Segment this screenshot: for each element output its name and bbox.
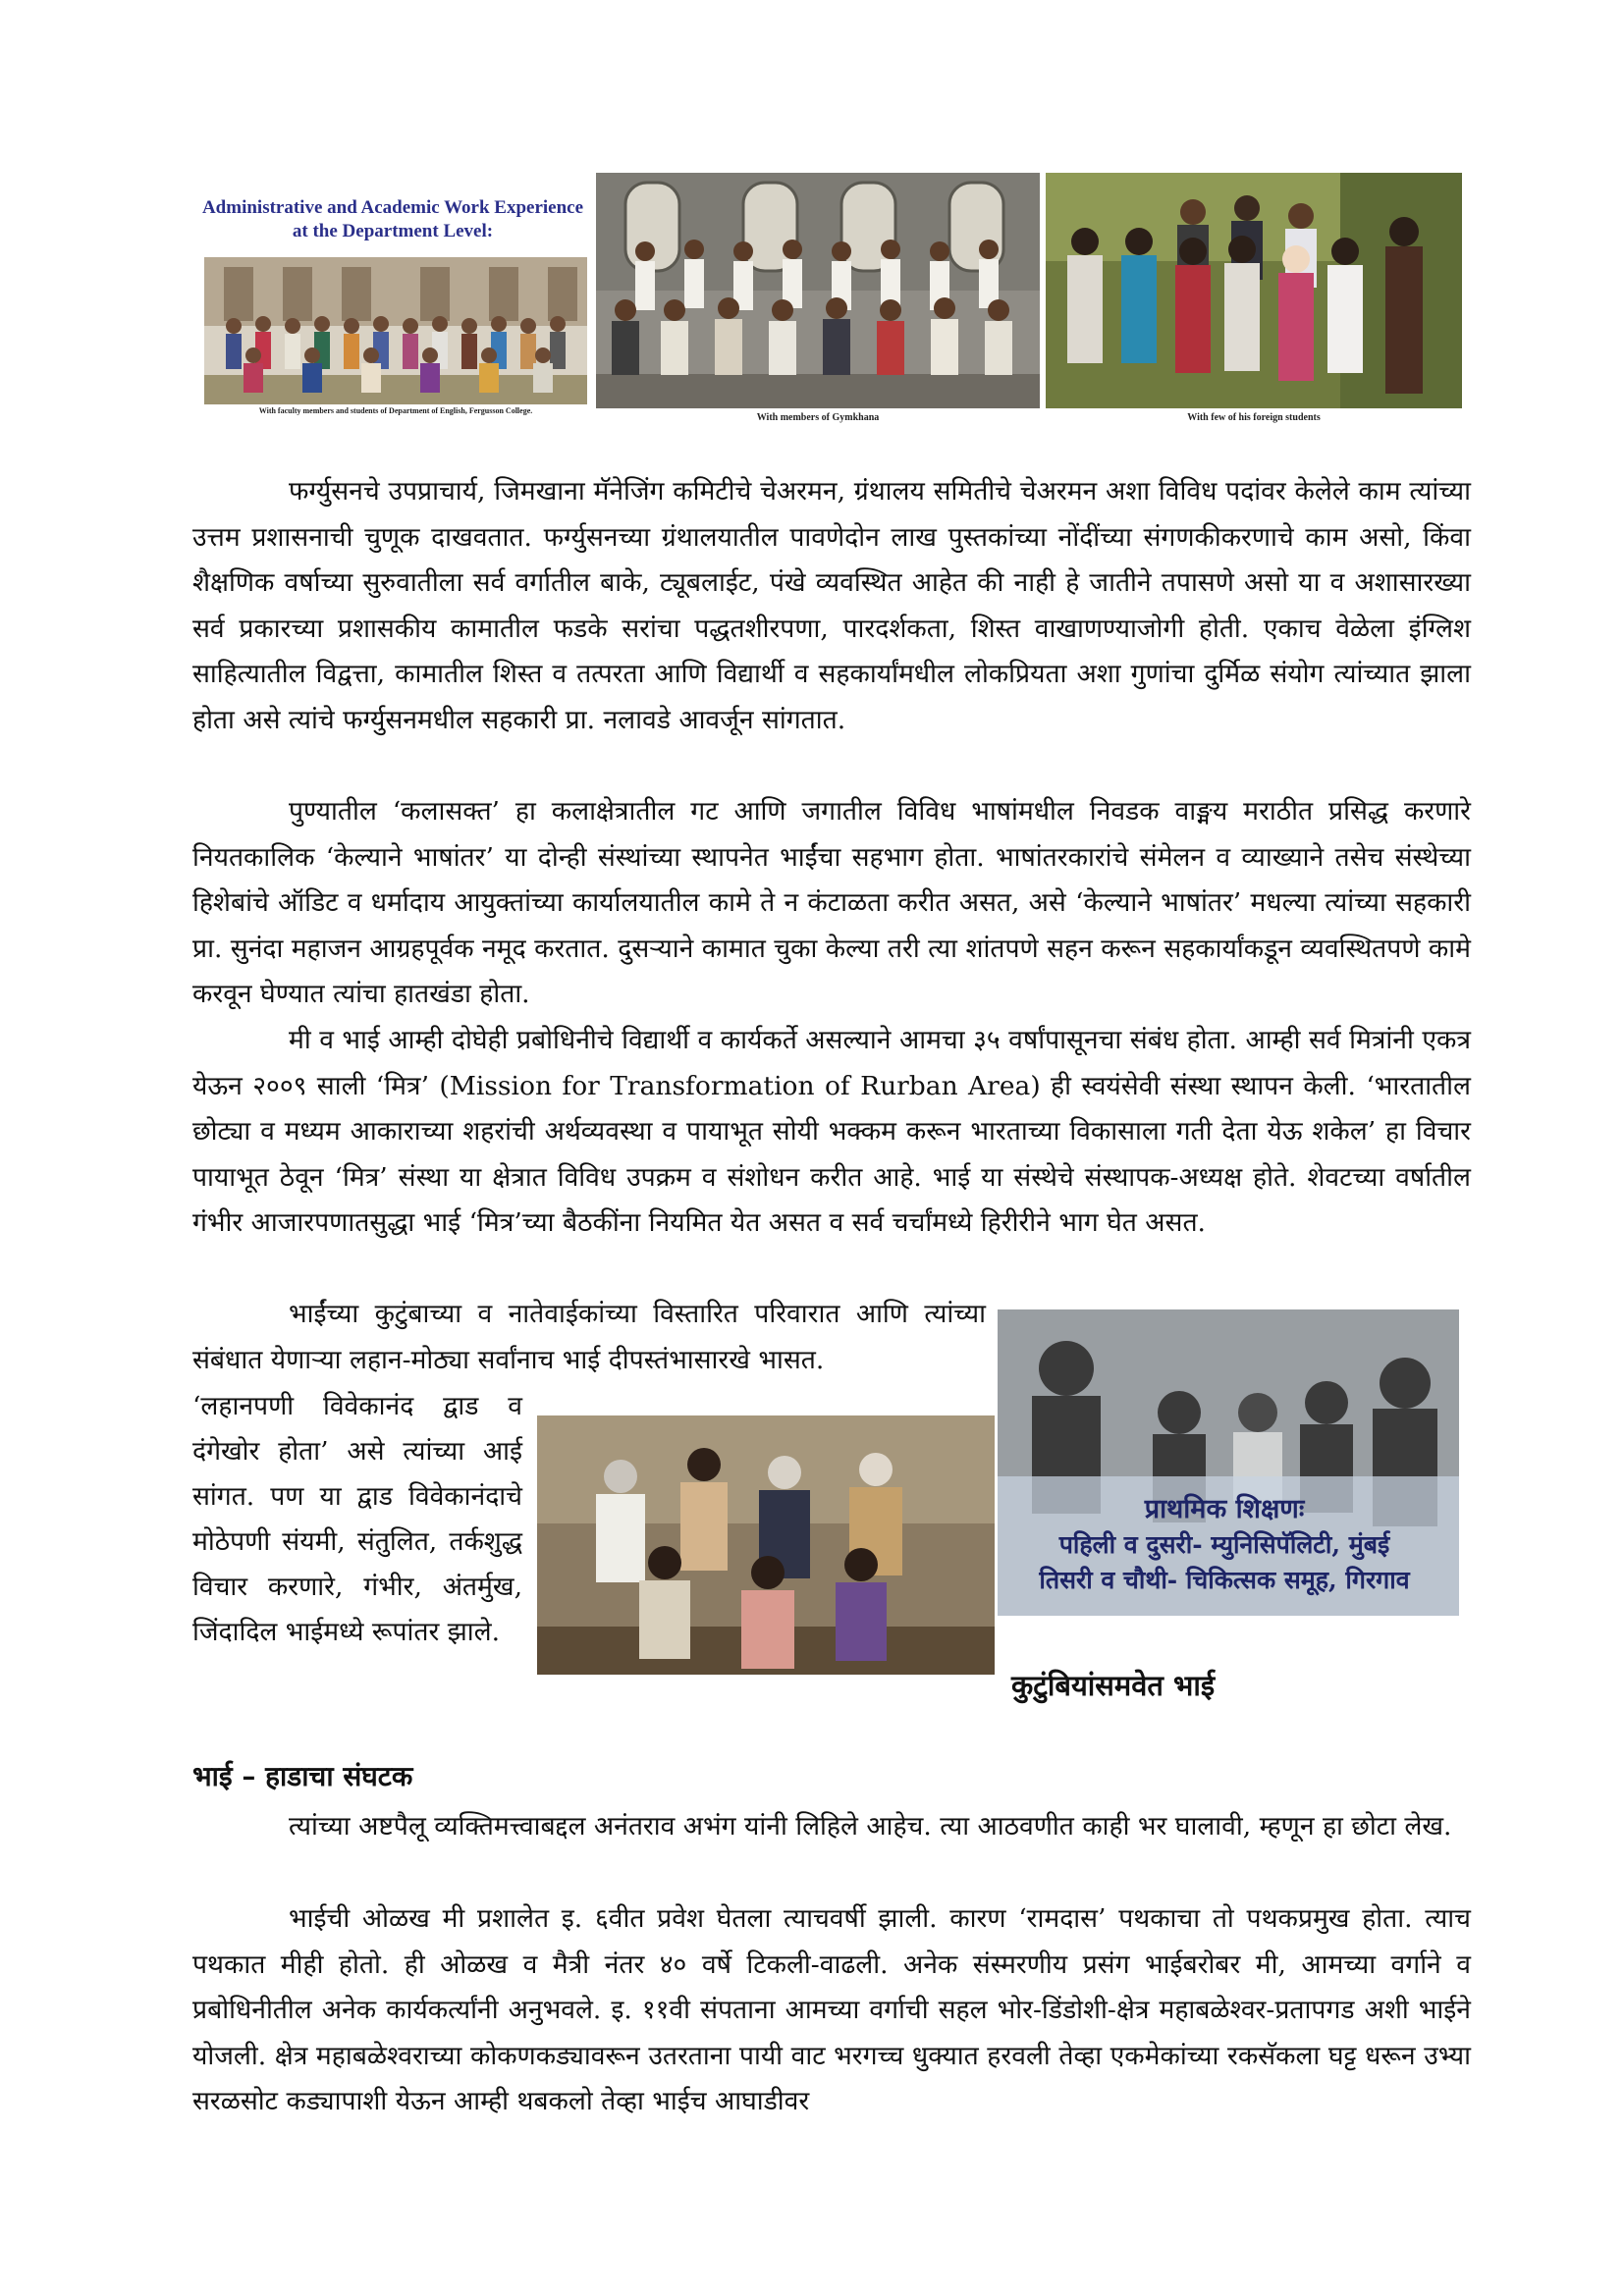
schooling-overlay-line3: तिसरी व चौथी- चिकित्सक समूह, गिरगाव — [1039, 1566, 1410, 1594]
paragraph-acquaintance — [192, 1896, 1471, 2125]
schooling-overlay — [994, 1492, 1455, 1598]
paragraph-family-top — [192, 1292, 986, 1383]
admin-experience-heading: Administrative and Academic Work Experience at the Department Level: — [201, 197, 584, 241]
paragraph-family-top-text: भाईंच्या कुटुंबाच्या व नातेवाईकांच्या विस्तारित परिवारात आणि त्यांच्या संबंधात येणाऱ्या लहान-मोठ्या सर्वांनाच भाई दीपस्तंभासारखे भासत. — [192, 1299, 986, 1375]
paragraph-intro — [192, 1804, 1471, 1850]
foreign-students-photo-caption: With few of his foreign students — [1187, 412, 1321, 423]
paragraph-administration — [192, 469, 1471, 743]
paragraph-family-side — [192, 1384, 522, 1655]
foreign-students-photo — [1046, 173, 1462, 408]
schooling-overlay-line2: पहिली व दुसरी- म्युनिसिपॅलिटी, मुंबई — [1058, 1530, 1390, 1559]
paragraph-mitra — [192, 1018, 1471, 1247]
paragraph-family-side-text: ‘लहानपणी विवेकानंद द्वाड व दंगेखोर होता’ असे त्यांच्या आई सांगत. पण या द्वाड विवेकानंदाचे मोठेपणी संयमी, संतुलित, तर्कशुद्ध विचार करणारे, गंभीर, अंतर्मुख, जिंदादिल भाईमध्ये रूपांतर झाले. — [192, 1391, 522, 1647]
paragraph-intro-text: त्यांच्या अष्टपैलू व्यक्तिमत्त्वाबद्दल अनंतराव अभंग यांनी लिहिले आहेच. त्या आठवणीत काही भर घालावी, म्हणून हा छोटा लेख. — [289, 1811, 1452, 1842]
department-photo-caption: With faculty members and students of Department of English, Fergusson College. — [258, 406, 533, 415]
family-photo-caption: कुटुंबियांसमवेत भाई — [1011, 1669, 1216, 1702]
paragraph-kalasakta-text: पुण्यातील ‘कलासक्त’ हा कलाक्षेत्रातील गट आणि जगातील विविध भाषांमधील निवडक वाङ्मय मराठीत प्रसिद्ध करणारे नियतकालिक ‘केल्याने भाषांतर’ या दोन्ही संस्थांच्या स्थापनेत भाईंचा सहभाग होता. भाषांतरकारांचे संमेलन व व्याख्याने तसेच संस्थेच्या हिशेबांचे ऑडिट व धर्मादाय आयुक्तांच्या कार्यालयातील कामे ते न कंटाळता करीत असत, असे ‘केल्याने भाषांतर’ मधल्या त्यांच्या सहकारी प्रा. सुनंदा महाजन आग्रहपूर्वक नमूद करतात. दुसऱ्याने कामात चुका केल्या तरी त्या शांतपणे सहन करून सहकार्यांकडून व्यवस्थितपणे कामे करवून घेण्यात त्यांचा हातखंडा होता. — [192, 796, 1471, 1009]
gymkhana-group-photo — [596, 173, 1040, 408]
gymkhana-photo-caption: With members of Gymkhana — [756, 412, 880, 423]
schooling-overlay-title: प्राथमिक शिक्षणः — [1144, 1494, 1305, 1524]
family-group-photo — [537, 1415, 995, 1675]
section-heading: भाई – हाडाचा संघटक — [192, 1760, 413, 1792]
paragraph-kalasakta — [192, 789, 1471, 1018]
paragraph-mitra-text: मी व भाई आम्ही दोघेही प्रबोधिनीचे विद्यार्थी व कार्यकर्ते असल्याने आमचा ३५ वर्षांपासूनचा संबंध होता. आम्ही सर्व मित्रांनी एकत्र येऊन २००९ साली ‘मित्र’ (Mission for Transformation of Rurban Area) ही स्वयंसेवी संस्था स्थापन केली. ‘भारतातील छोट्या व मध्यम आकाराच्या शहरांची अर्थव्यवस्था व पायाभूत सोयी भक्कम करून भारताच्या विकासाला गती देता येऊ शकेल’ हा विचार पायाभूत ठेवून ‘मित्र’ संस्था या क्षेत्रात विविध उपक्रम व संशोधन करीत आहे. भाई या संस्थेचे संस्थापक-अध्यक्ष होते. शेवटच्या वर्षातील गंभीर आजारपणातसुद्धा भाई ‘मित्र’च्या बैठकींना नियमित येत असत व सर्व चर्चांमध्ये हिरीरीने भाग घेत असत. — [192, 1025, 1471, 1238]
paragraph-administration-text: फर्ग्युसनचे उपप्राचार्य, जिमखाना मॅनेजिंग कमिटीचे चेअरमन, ग्रंथालय समितीचे चेअरमन अशा विविध पदांवर केलेले काम त्यांच्या उत्तम प्रशासनाची चुणूक दाखवतात. फर्ग्युसनच्या ग्रंथालयातील पावणेदोन लाख पुस्तकांच्या नोंदींच्या संगणकीकरणाचे काम असो, किंवा शैक्षणिक वर्षाच्या सुरुवातीला सर्व वर्गातील बाके, ट्यूबलाईट, पंखे व्यवस्थित आहेत की नाही हे जातीने तपासणे असो या व अशासारख्या सर्व प्रकारच्या प्रशासकीय कामातील फडके सरांचा पद्धतशीरपणा, पारदर्शकता, शिस्त वाखाणण्याजोगी होती. एकाच वेळेला इंग्लिश साहित्यातील विद्वत्ता, कामातील शिस्त व तत्परता आणि विद्यार्थी व सहकार्यांमधील लोकप्रियता अशा गुणांचा दुर्मिळ संयोग त्यांच्यात झाला होता असे त्यांचे फर्ग्युसनमधील सहकारी प्रा. नलावडे आवर्जून सांगतात. — [192, 476, 1471, 735]
paragraph-acquaintance-text: भाईची ओळख मी प्रशालेत इ. ६वीत प्रवेश घेतला त्याचवर्षी झाली. कारण ‘रामदास’ पथकाचा तो पथकप्रमुख होता. त्याच पथकात मीही होतो. ही ओळख व मैत्री नंतर ४० वर्षे टिकली-वाढली. अनेक संस्मरणीय प्रसंग भाईबरोबर मी, आमच्या वर्गाने व प्रबोधिनीतील अनेक कार्यकर्त्यांनी अनुभवले. इ. ११वी संपताना आमच्या वर्गाची सहल भोर-डिंडोशी-क्षेत्र महाबळेश्वर-प्रतापगड अशी भाईने योजली. क्षेत्र महाबळेश्वराच्या कोकणकड्यावरून उतरताना पायी वाट भरगच्च धुक्यात हरवली तेव्हा एकमेकांच्या रकसॅकला घट्ट धरून उभ्या सरळसोट कड्यापाशी येऊन आम्ही थबकलो तेव्हा भाईच आघाडीवर — [192, 1903, 1471, 2116]
department-group-photo — [204, 257, 587, 404]
